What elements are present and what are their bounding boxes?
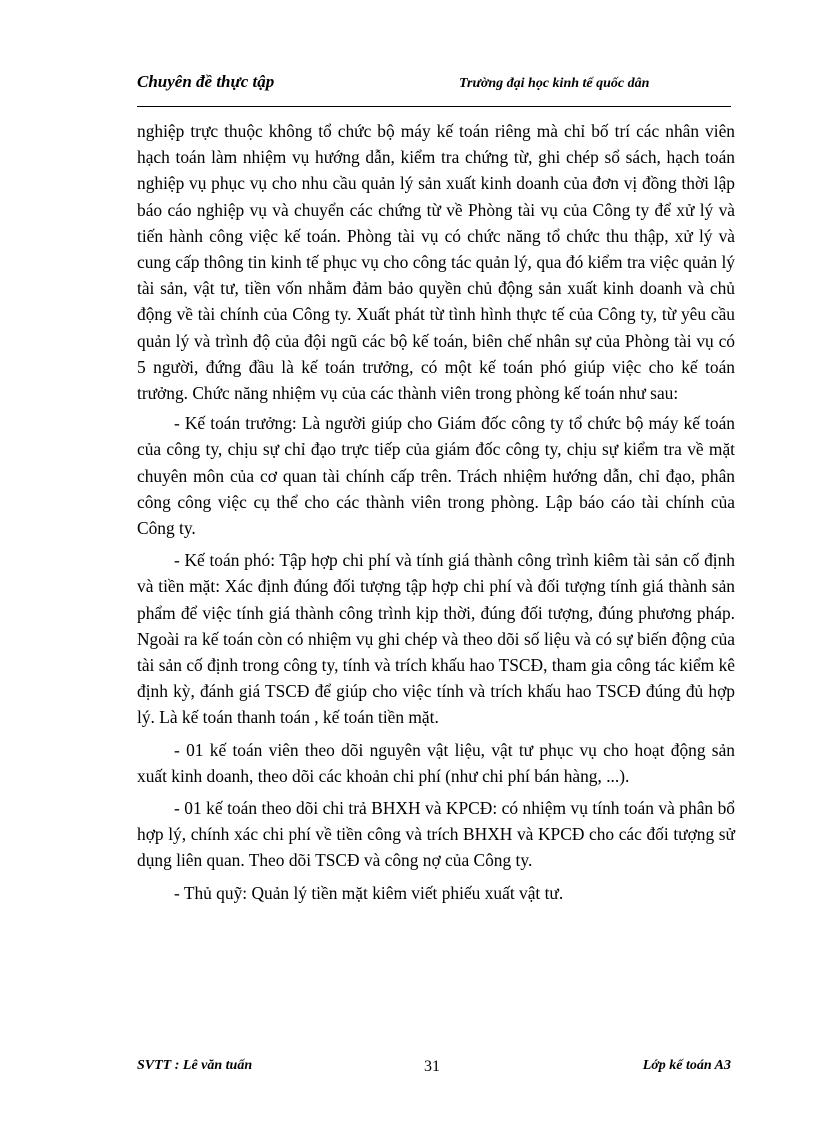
header-university-name: Trường đại học kinh tế quốc dân	[459, 76, 650, 91]
paragraph-chief-accountant: - Kế toán trưởng: Là người giúp cho Giám đốc công ty tổ chức bộ máy kế toán của công ty, chịu sự chỉ đạo trực tiếp của giám đốc công ty, chịu sự kiểm tra về mặt chuyên môn của cơ quan tài chính cấp trên. Trách nhiệm hướng dẫn, chỉ đạo, phân công công việc cụ thể cho các thành viên trong phòng. Lập báo cáo tài chính của Công ty.	[137, 413, 735, 539]
paragraph-materials-accountant: - 01 kế toán viên theo dõi nguyên vật liệu, vật tư phục vụ cho hoạt động sản xuất kinh doanh, theo dõi các khoản chi phí (như chi phí bán hàng, ...).	[137, 739, 735, 786]
page-footer	[137, 1058, 731, 1082]
header-divider	[137, 106, 731, 107]
paragraph-cashier: - Thủ quỹ: Quản lý tiền mặt kiêm viết phiếu xuất vật tư.	[174, 882, 564, 903]
paragraph-insurance-accountant: - 01 kế toán theo dõi chi trả BHXH và KPCĐ: có nhiệm vụ tính toán và phân bổ hợp lý, chính xác chi phí về tiền công và trích BHXH và KPCĐ cho các đối tượng sử dụng liên quan. Theo dõi TSCĐ và công nợ của Công ty.	[137, 798, 735, 871]
footer-class-name: Lớp kế toán A3	[642, 1058, 731, 1073]
paragraph-deputy-accountant: - Kế toán phó: Tập hợp chi phí và tính giá thành công trình kiêm tài sản cố định và tiền mặt: Xác định đúng đối tượng tập hợp chi phí và đối tượng tính giá thành sản phẩm để việc tính giá thành công trình kịp thời, đúng đối tượng, đúng phương pháp. Ngoài ra kế toán còn có nhiệm vụ ghi chép và theo dõi số liệu và có sự biến động của tài sản cố định trong công ty, tính và trích khấu hao TSCĐ, tham gia công tác kiểm kê định kỳ, đánh giá TSCĐ để giúp cho việc tính và trích khấu hao TSCĐ đúng đủ hợp lý. Là kế toán thanh toán , kế toán tiền mặt.	[137, 550, 735, 728]
page-number: 31	[424, 1058, 440, 1075]
paragraph-intro: nghiệp trực thuộc không tổ chức bộ máy kế toán riêng mà chỉ bố trí các nhân viên hạch toán làm nhiệm vụ hướng dẫn, kiểm tra chứng từ, ghi chép sổ sách, hạch toán nghiệp vụ phục vụ cho nhu cầu quản lý sản xuất kinh doanh của đơn vị đồng thời lập báo cáo nghiệp vụ và chuyển các chứng từ về Phòng tài vụ của Công ty để xử lý và tiến hành công việc kế toán. Phòng tài vụ có chức năng tổ chức thu thập, xử lý và cung cấp thông tin kinh tế phục vụ cho công tác quản lý, qua đó kiểm tra việc quản lý tài sản, vật tư, tiền vốn nhằm đảm bảo quyền chủ động sản xuất kinh doanh và chủ động về tài chính của Công ty. Xuất phát từ tình hình thực tế của Công ty, từ yêu cầu quản lý và trình độ của đội ngũ các bộ kế toán, biên chế nhân sự của Phòng tài vụ có 5 người, đứng đầu là kế toán trưởng, có một kế toán phó giúp việc cho kế toán trưởng. Chức năng nhiệm vụ của các thành viên trong phòng kế toán như sau:	[137, 121, 735, 404]
page-header	[137, 68, 731, 108]
document-body	[137, 118, 735, 912]
header-report-title: Chuyên đề thực tập	[137, 72, 275, 91]
footer-student-name: SVTT : Lê văn tuấn	[137, 1058, 253, 1073]
